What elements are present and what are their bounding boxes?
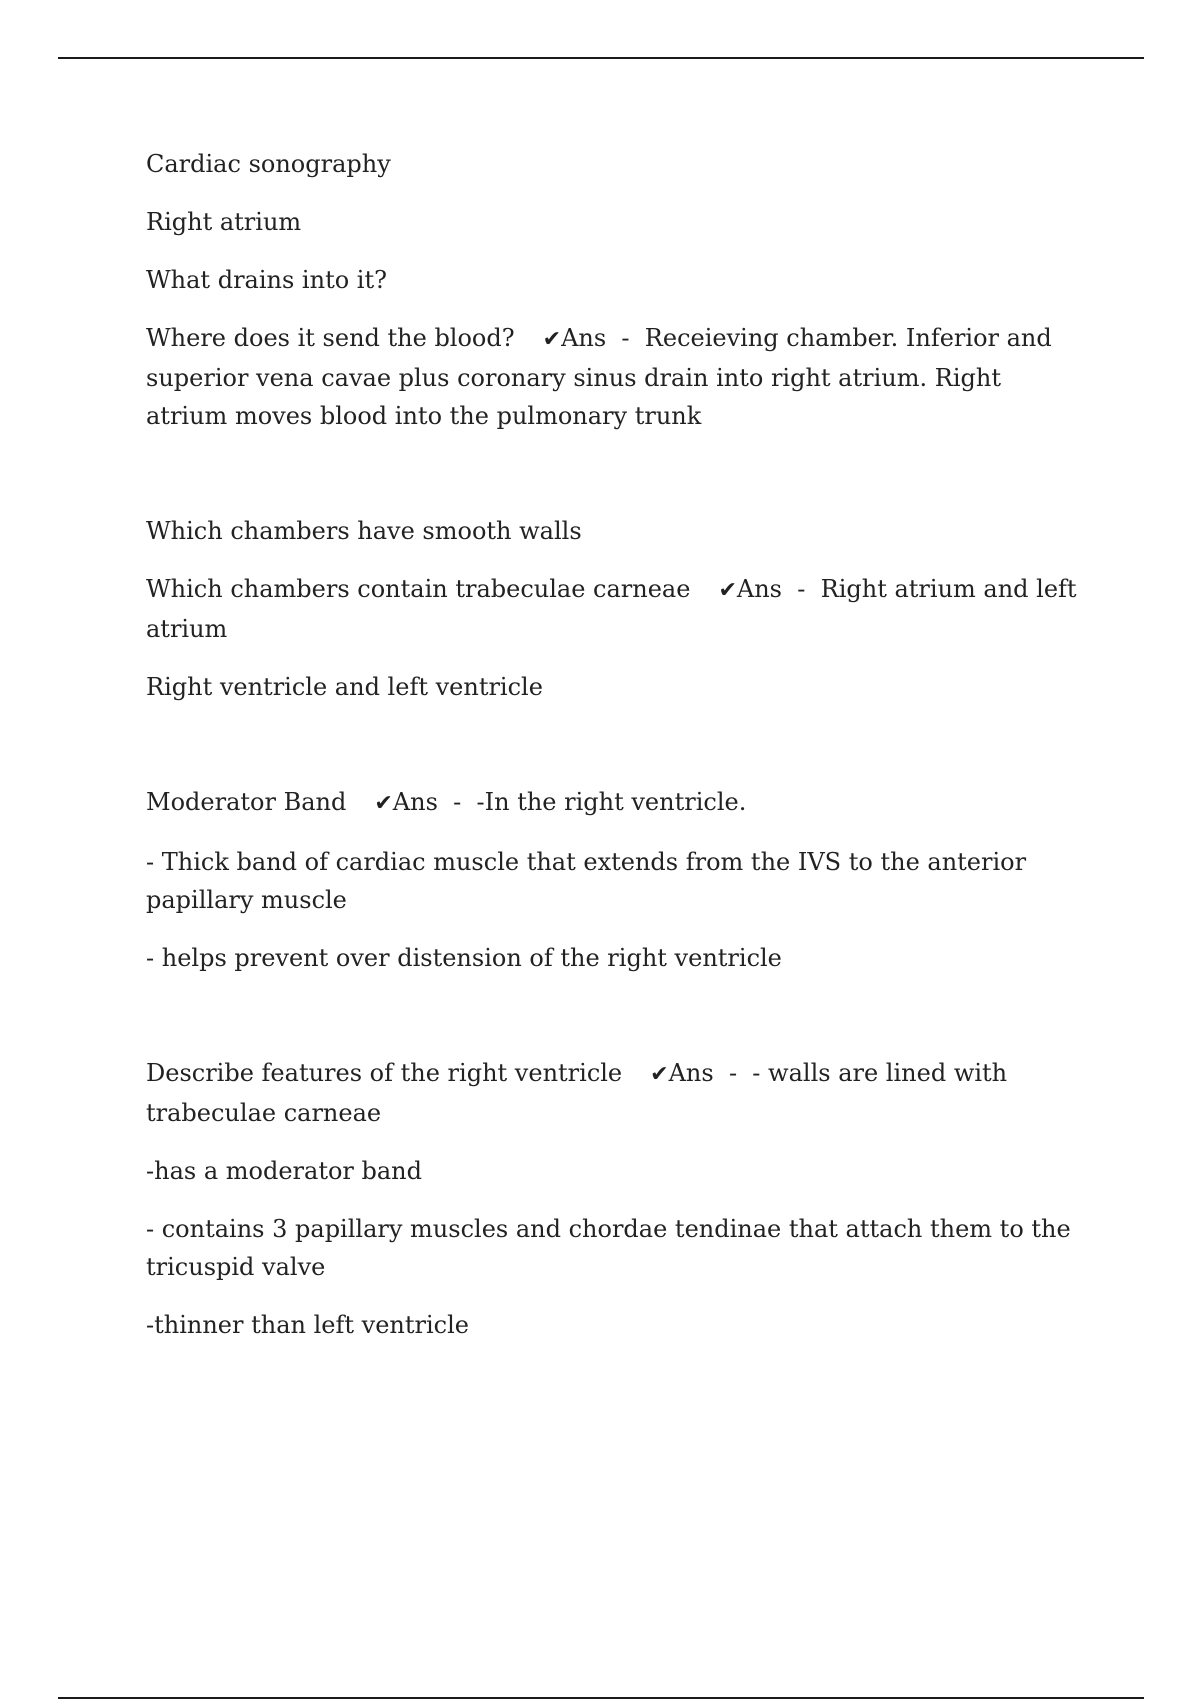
section-heading: Right atrium — [146, 208, 302, 236]
checkmark-icon: ✔ — [650, 1062, 669, 1087]
qa-item — [146, 570, 1086, 648]
question-text: Describe features of the right ventricle — [146, 1059, 623, 1087]
answer-text: -has a moderator band — [146, 1157, 422, 1185]
answer-text: -thinner than left ventricle — [146, 1311, 469, 1339]
checkmark-icon: ✔ — [374, 791, 393, 816]
answer-text: Ans - Receieving chamber. Inferior and superior vena cavae plus coronary sinus drain into right atrium. Right atrium moves blood into the pulmonary trunk — [146, 324, 1060, 430]
answer-text: Ans - -In the right ventricle. — [392, 788, 747, 816]
checkmark-icon: ✔ — [718, 578, 737, 603]
answer-marker — [374, 788, 746, 816]
question-text: Which chambers contain trabeculae carneae — [146, 575, 691, 603]
question-text: Moderator Band — [146, 788, 347, 816]
answer-text: Right ventricle and left ventricle — [146, 673, 543, 701]
document-body — [146, 145, 1086, 1364]
checkmark-icon: ✔ — [542, 327, 562, 352]
question-text: What drains into it? — [146, 266, 387, 294]
footer-rule — [58, 1697, 1144, 1699]
qa-item — [146, 783, 1086, 823]
answer-text: - Thick band of cardiac muscle that extends from the IVS to the anterior papillary muscle — [146, 848, 1034, 914]
doc-title: Cardiac sonography — [146, 150, 391, 178]
header-rule — [58, 57, 1144, 59]
question-text: Which chambers have smooth walls — [146, 517, 582, 545]
qa-item — [146, 1054, 1086, 1132]
answer-text: - contains 3 papillary muscles and chordae tendinae that attach them to the tricuspid valve — [146, 1215, 1079, 1281]
answer-text: Ans - Right atrium and left atrium — [146, 575, 1085, 643]
answer-text: - helps prevent over distension of the right ventricle — [146, 944, 782, 972]
qa-item — [146, 319, 1086, 435]
answer-text: Ans - - walls are lined with trabeculae carneae — [146, 1059, 1015, 1127]
question-text: Where does it send the blood? — [146, 324, 515, 352]
